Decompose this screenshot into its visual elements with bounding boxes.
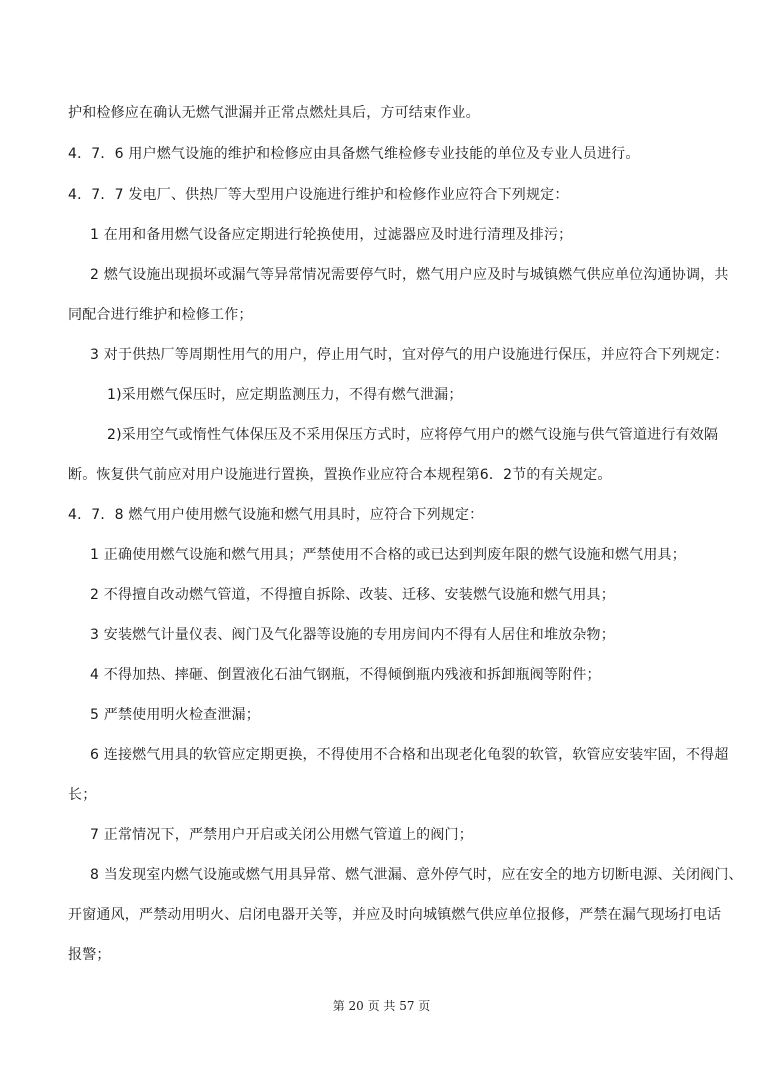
- paragraph-line: 护和检修应在确认无燃气泄漏并正常点燃灶具后，方可结束作业。: [68, 105, 480, 121]
- paragraph-line: 开窗通风，严禁动用明火、启闭电器开关等，并应及时向城镇燃气供应单位报修，严禁在漏气现场打电话: [68, 907, 722, 923]
- list-item: 3 安装燃气计量仪表、阀门及气化器等设施的专用房间内不得有人居住和堆放杂物；: [90, 627, 615, 643]
- list-item: 1 正确使用燃气设施和燃气用具；严禁使用不合格的或已达到判废年限的燃气设施和燃气用具；: [90, 547, 686, 563]
- list-item: 6 连接燃气用具的软管应定期更换，不得使用不合格和出现老化龟裂的软管，软管应安装牢固，不得超: [90, 747, 729, 763]
- paragraph-line: 长；: [68, 787, 97, 803]
- list-item: 1 在用和备用燃气设备应定期进行轮换使用，过滤器应及时进行清理及排污；: [90, 227, 573, 243]
- clause-4-7-8: 4．7．8 燃气用户使用燃气设施和燃气用具时，应符合下列规定：: [68, 507, 484, 523]
- list-item: 8 当发现室内燃气设施或燃气用具异常、燃气泄漏、意外停气时，应在安全的地方切断电源、关闭阀门、: [90, 867, 743, 883]
- clause-4-7-7: 4．7．7 发电厂、供热厂等大型用户设施进行维护和检修作业应符合下列规定：: [68, 187, 569, 203]
- paragraph-line: 同配合进行维护和检修工作；: [68, 307, 253, 323]
- list-item: 2 燃气设施出现损坏或漏气等异常情况需要停气时，燃气用户应及时与城镇燃气供应单位沟通协调，共: [90, 267, 729, 283]
- list-item: 5 严禁使用明火检查泄漏；: [90, 707, 260, 723]
- paragraph-line: 断。恢复供气前应对用户设施进行置换，置换作业应符合本规程第6．2节的有关规定。: [68, 467, 612, 483]
- list-item: 3 对于供热厂等周期性用气的用户，停止用气时，宜对停气的用户设施进行保压，并应符合下列规定：: [90, 347, 729, 363]
- paragraph-line: 报警；: [68, 947, 111, 963]
- list-item: 2 不得擅自改动燃气管道，不得擅自拆除、改装、迁移、安装燃气设施和燃气用具；: [90, 587, 615, 603]
- list-item: 4 不得加热、摔砸、倒置液化石油气钢瓶，不得倾倒瓶内残液和拆卸瓶阀等附件；: [90, 667, 601, 683]
- sub-list-item: 1)采用燃气保压时，应定期监测压力，不得有燃气泄漏；: [107, 387, 463, 403]
- list-item: 7 正常情况下，严禁用户开启或关闭公用燃气管道上的阀门；: [90, 827, 473, 843]
- clause-4-7-6: 4．7．6 用户燃气设施的维护和检修应由具备燃气维检修专业技能的单位及专业人员进行。: [68, 146, 640, 162]
- page-footer: 第 20 页 共 57 页: [332, 999, 431, 1013]
- sub-list-item: 2)采用空气或惰性气体保压及不采用保压方式时，应将停气用户的燃气设施与供气管道进行有效隔: [107, 427, 719, 443]
